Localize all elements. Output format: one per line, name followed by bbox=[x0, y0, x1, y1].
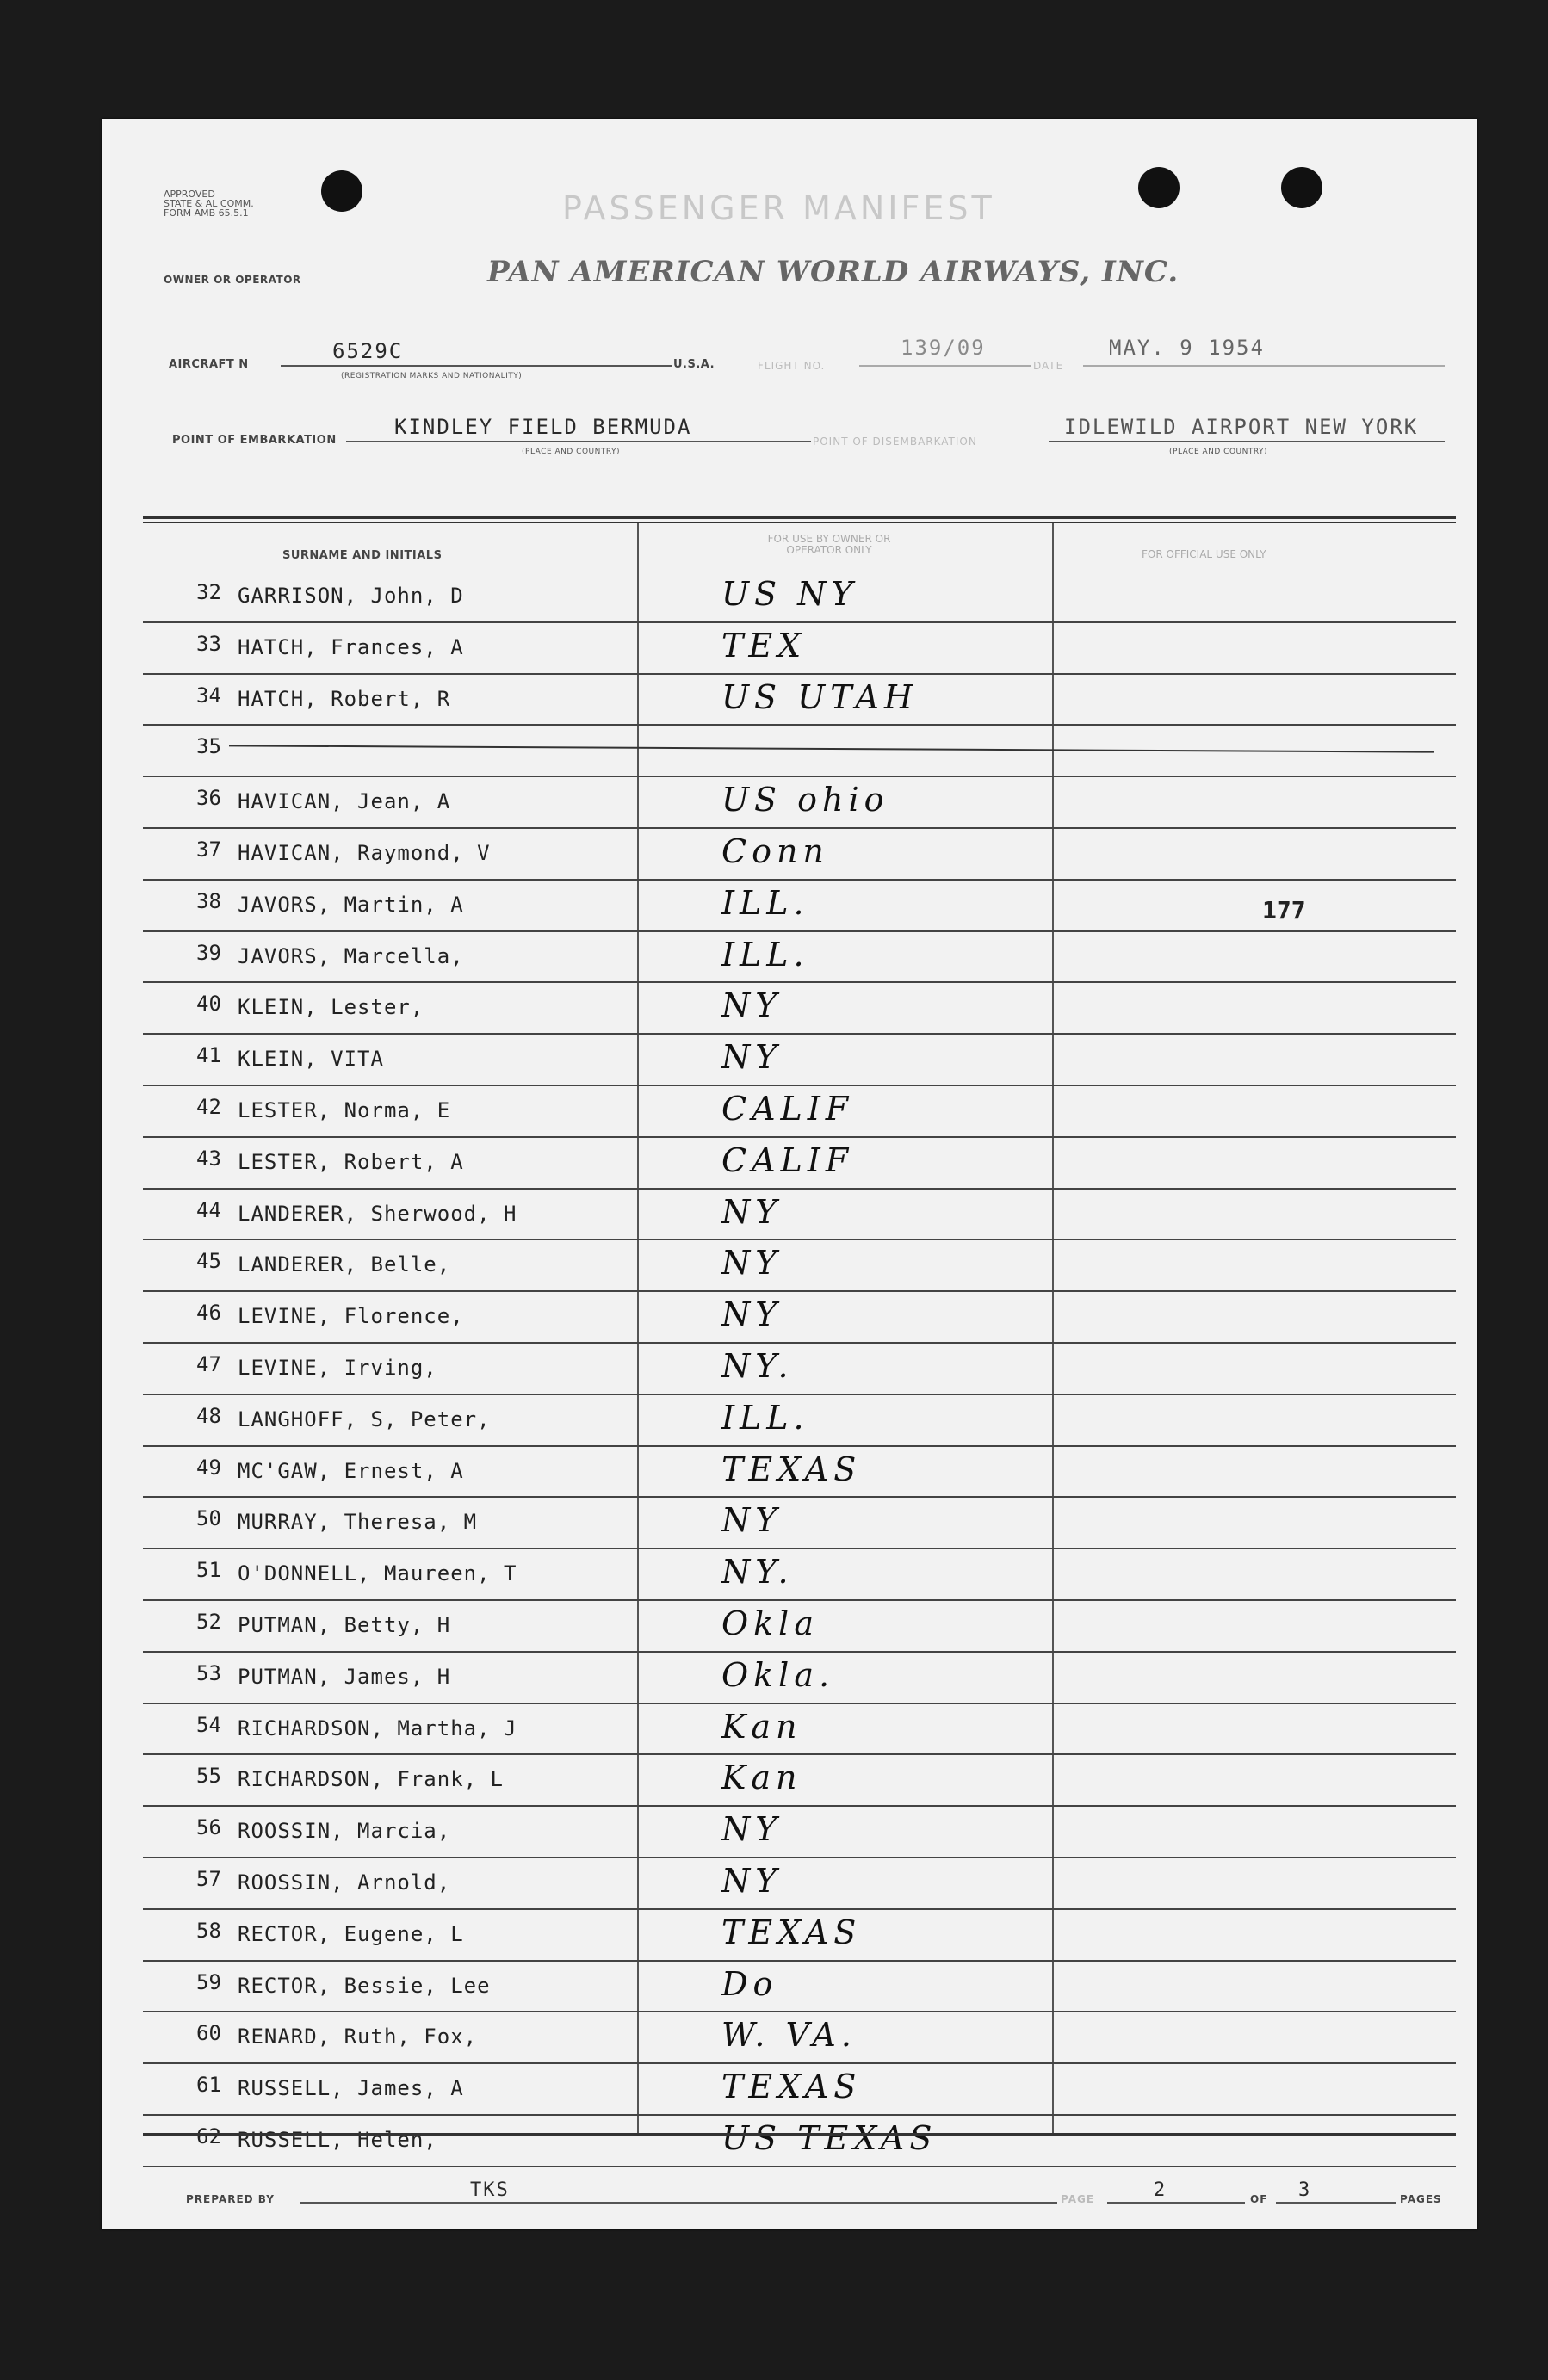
table-row bbox=[143, 1395, 1456, 1447]
handwritten-note: Do bbox=[721, 1964, 778, 2003]
passenger-name: O'DONNELL, Maureen, T bbox=[238, 1561, 517, 1586]
table-row bbox=[143, 1447, 1456, 1499]
row-number: 45 bbox=[196, 1249, 221, 1274]
row-number: 47 bbox=[196, 1351, 221, 1376]
passenger-name: ROOSSIN, Marcia, bbox=[238, 1819, 451, 1844]
row-number: 43 bbox=[196, 1146, 221, 1171]
passenger-name: RUSSELL, James, A bbox=[238, 2076, 464, 2101]
handwritten-note: Kan bbox=[721, 1707, 802, 1746]
row-number: 51 bbox=[196, 1558, 221, 1583]
table-row bbox=[143, 1755, 1456, 1807]
page-title: PASSENGER MANIFEST bbox=[562, 189, 995, 227]
passenger-name: LESTER, Norma, E bbox=[238, 1097, 451, 1122]
table-row bbox=[143, 1653, 1456, 1704]
passenger-name: LEVINE, Florence, bbox=[238, 1304, 464, 1329]
official-note: 177 bbox=[1262, 895, 1306, 924]
flight-label: FLIGHT NO. bbox=[758, 360, 826, 372]
table-row bbox=[143, 1086, 1456, 1138]
handwritten-note: US TEXAS bbox=[721, 2118, 938, 2157]
row-number: 39 bbox=[196, 940, 221, 965]
passenger-name: ROOSSIN, Arnold, bbox=[238, 1870, 451, 1895]
passenger-name: KLEIN, Lester, bbox=[238, 995, 424, 1020]
aircraft-underline bbox=[281, 365, 672, 367]
row-number: 42 bbox=[196, 1094, 221, 1119]
punch-hole bbox=[1138, 167, 1180, 208]
handwritten-note: NY. bbox=[721, 1553, 794, 1592]
company-name: PAN AMERICAN WORLD AIRWAYS, INC. bbox=[487, 255, 1180, 289]
handwritten-note: US UTAH bbox=[721, 677, 919, 716]
passenger-name: LANDERER, Belle, bbox=[238, 1252, 451, 1277]
table-row bbox=[143, 1292, 1456, 1344]
table-row bbox=[143, 932, 1456, 984]
manifest-sheet bbox=[102, 119, 1477, 2229]
table-row bbox=[143, 572, 1456, 623]
table-row bbox=[143, 1807, 1456, 1858]
embarkation-label: POINT OF EMBARKATION bbox=[172, 434, 337, 447]
owner-label: OWNER OR OPERATOR bbox=[164, 274, 301, 286]
of-underline bbox=[1276, 2202, 1396, 2204]
row-number: 41 bbox=[196, 1043, 221, 1068]
handwritten-note: TEXAS bbox=[721, 1450, 862, 1488]
disembarkation-underline bbox=[1049, 441, 1445, 442]
row-number: 48 bbox=[196, 1403, 221, 1428]
row-number: 40 bbox=[196, 992, 221, 1017]
row-number: 34 bbox=[196, 683, 221, 708]
prepared-label: PREPARED BY bbox=[186, 2193, 275, 2205]
row-number: 60 bbox=[196, 2021, 221, 2046]
table-row bbox=[143, 1601, 1456, 1653]
of-label: OF bbox=[1250, 2193, 1268, 2205]
passenger-table bbox=[143, 572, 1456, 2167]
page-label: PAGE bbox=[1061, 2193, 1095, 2205]
row-number: 37 bbox=[196, 837, 221, 862]
passenger-name: HATCH, Robert, R bbox=[238, 686, 451, 711]
disembarkation-value: IDLEWILD AIRPORT NEW YORK bbox=[1064, 415, 1419, 439]
row-number: 57 bbox=[196, 1866, 221, 1891]
handwritten-note: CALIF bbox=[721, 1141, 854, 1179]
handwritten-note: Okla. bbox=[721, 1655, 835, 1694]
passenger-name: RUSSELL, Helen, bbox=[238, 2127, 437, 2152]
table-row bbox=[143, 726, 1456, 777]
approval-stamp: APPROVED STATE & AL COMM. FORM AMB 65.5.1 bbox=[164, 189, 254, 219]
usa-label: U.S.A. bbox=[673, 358, 715, 371]
row-number: 59 bbox=[196, 1969, 221, 1994]
handwritten-note: NY bbox=[721, 986, 783, 1025]
passenger-name: GARRISON, John, D bbox=[238, 584, 464, 608]
row-number: 62 bbox=[196, 2123, 221, 2148]
handwritten-note: NY bbox=[721, 1038, 783, 1077]
embarkation-underline bbox=[346, 441, 811, 442]
table-row bbox=[143, 1190, 1456, 1241]
handwritten-note: NY bbox=[721, 1192, 783, 1231]
row-number: 55 bbox=[196, 1764, 221, 1789]
table-bottom-rule bbox=[143, 2133, 1456, 2136]
column-header-surname: SURNAME AND INITIALS bbox=[282, 549, 443, 562]
passenger-name: JAVORS, Martin, A bbox=[238, 892, 464, 917]
passenger-name: LANDERER, Sherwood, H bbox=[238, 1201, 517, 1226]
flight-underline bbox=[859, 365, 1031, 367]
handwritten-note: ILL. bbox=[721, 1398, 809, 1437]
handwritten-note: TEXAS bbox=[721, 1913, 862, 1951]
date-value: MAY. 9 1954 bbox=[1109, 336, 1265, 360]
table-top-rule bbox=[143, 516, 1456, 519]
row-number: 38 bbox=[196, 888, 221, 913]
row-number: 36 bbox=[196, 786, 221, 811]
passenger-name: RICHARDSON, Frank, L bbox=[238, 1767, 504, 1792]
registration-caption: (REGISTRATION MARKS AND NATIONALITY) bbox=[341, 372, 523, 380]
prepared-underline bbox=[300, 2202, 1057, 2204]
handwritten-note: NY bbox=[721, 1810, 783, 1849]
passenger-name: LESTER, Robert, A bbox=[238, 1149, 464, 1174]
row-number: 58 bbox=[196, 1918, 221, 1943]
passenger-name: RECTOR, Eugene, L bbox=[238, 1921, 464, 1946]
table-row bbox=[143, 2116, 1456, 2167]
row-number: 44 bbox=[196, 1197, 221, 1222]
table-row bbox=[143, 829, 1456, 881]
handwritten-note: NY bbox=[721, 1501, 783, 1540]
place-caption-1: (PLACE AND COUNTRY) bbox=[522, 448, 621, 456]
aircraft-label: AIRCRAFT N bbox=[169, 358, 249, 371]
table-row bbox=[143, 2064, 1456, 2116]
table-row bbox=[143, 1962, 1456, 2013]
passenger-name: RICHARDSON, Martha, J bbox=[238, 1715, 517, 1740]
table-row bbox=[143, 1549, 1456, 1601]
column-header-official: FOR OFFICIAL USE ONLY bbox=[1142, 548, 1266, 560]
aircraft-value: 6529C bbox=[332, 339, 404, 363]
handwritten-note: US ohio bbox=[721, 781, 889, 819]
passenger-name: MC'GAW, Ernest, A bbox=[238, 1458, 464, 1483]
handwritten-note: ILL. bbox=[721, 935, 809, 974]
handwritten-note: NY bbox=[721, 1244, 783, 1283]
passenger-name: LEVINE, Irving, bbox=[238, 1355, 437, 1380]
passenger-name: RECTOR, Bessie, Lee bbox=[238, 1973, 491, 1998]
row-number: 53 bbox=[196, 1660, 221, 1685]
handwritten-note: Okla bbox=[721, 1604, 819, 1642]
handwritten-note: NY bbox=[721, 1295, 783, 1334]
handwritten-note: Conn bbox=[721, 831, 829, 870]
table-row bbox=[143, 777, 1456, 829]
table-row bbox=[143, 983, 1456, 1035]
row-number: 46 bbox=[196, 1301, 221, 1326]
table-row bbox=[143, 1910, 1456, 1962]
passenger-name: JAVORS, Marcella, bbox=[238, 943, 464, 968]
table-row bbox=[143, 1344, 1456, 1395]
table-top-rule bbox=[143, 522, 1456, 523]
embarkation-value: KINDLEY FIELD BERMUDA bbox=[394, 415, 692, 439]
page-value: 2 bbox=[1154, 2179, 1167, 2201]
table-row bbox=[143, 1498, 1456, 1549]
passenger-name: HAVICAN, Jean, A bbox=[238, 789, 451, 814]
row-number: 54 bbox=[196, 1712, 221, 1737]
table-row bbox=[143, 2012, 1456, 2064]
disembarkation-label: POINT OF DISEMBARKATION bbox=[813, 436, 977, 448]
row-number: 56 bbox=[196, 1815, 221, 1840]
handwritten-note: W. VA. bbox=[721, 2016, 857, 2055]
passenger-name: PUTMAN, James, H bbox=[238, 1664, 451, 1689]
passenger-name: LANGHOFF, S, Peter, bbox=[238, 1406, 491, 1431]
table-row bbox=[143, 1704, 1456, 1756]
table-row bbox=[143, 1858, 1456, 1910]
table-row bbox=[143, 623, 1456, 675]
column-header-owner: FOR USE BY OWNER OR OPERATOR ONLY bbox=[767, 533, 891, 556]
row-number: 35 bbox=[196, 734, 221, 759]
passenger-name: PUTMAN, Betty, H bbox=[238, 1612, 451, 1637]
table-row bbox=[143, 1138, 1456, 1190]
punch-hole bbox=[1281, 167, 1322, 208]
punch-hole bbox=[321, 170, 362, 212]
handwritten-note: NY. bbox=[721, 1346, 794, 1385]
handwritten-note: CALIF bbox=[721, 1089, 854, 1128]
row-number: 49 bbox=[196, 1455, 221, 1480]
of-value: 3 bbox=[1298, 2179, 1312, 2201]
date-label: DATE bbox=[1033, 360, 1064, 372]
table-row bbox=[143, 881, 1456, 932]
passenger-name: MURRAY, Theresa, M bbox=[238, 1510, 478, 1535]
date-underline bbox=[1083, 365, 1445, 367]
row-number: 52 bbox=[196, 1609, 221, 1634]
place-caption-2: (PLACE AND COUNTRY) bbox=[1169, 448, 1268, 456]
pages-label: PAGES bbox=[1400, 2193, 1442, 2205]
row-number: 32 bbox=[196, 580, 221, 604]
handwritten-note: Kan bbox=[721, 1759, 802, 1797]
flight-value: 139/09 bbox=[901, 336, 986, 360]
table-row bbox=[143, 1035, 1456, 1086]
handwritten-note: TEXAS bbox=[721, 2068, 862, 2106]
page-underline bbox=[1107, 2202, 1245, 2204]
passenger-name: HATCH, Frances, A bbox=[238, 634, 464, 659]
passenger-name: KLEIN, VITA bbox=[238, 1047, 384, 1072]
prepared-value: TKS bbox=[470, 2179, 510, 2201]
table-row bbox=[143, 675, 1456, 726]
row-number: 50 bbox=[196, 1506, 221, 1531]
handwritten-note: ILL. bbox=[721, 883, 809, 922]
handwritten-note: NY bbox=[721, 1861, 783, 1900]
handwritten-note: TEX bbox=[721, 626, 807, 665]
passenger-name: RENARD, Ruth, Fox, bbox=[238, 2025, 478, 2049]
strike-line bbox=[229, 745, 1434, 753]
handwritten-note: US NY bbox=[721, 575, 858, 613]
passenger-name: HAVICAN, Raymond, V bbox=[238, 840, 491, 865]
table-row bbox=[143, 1240, 1456, 1292]
row-number: 61 bbox=[196, 2073, 221, 2098]
row-number: 33 bbox=[196, 631, 221, 656]
